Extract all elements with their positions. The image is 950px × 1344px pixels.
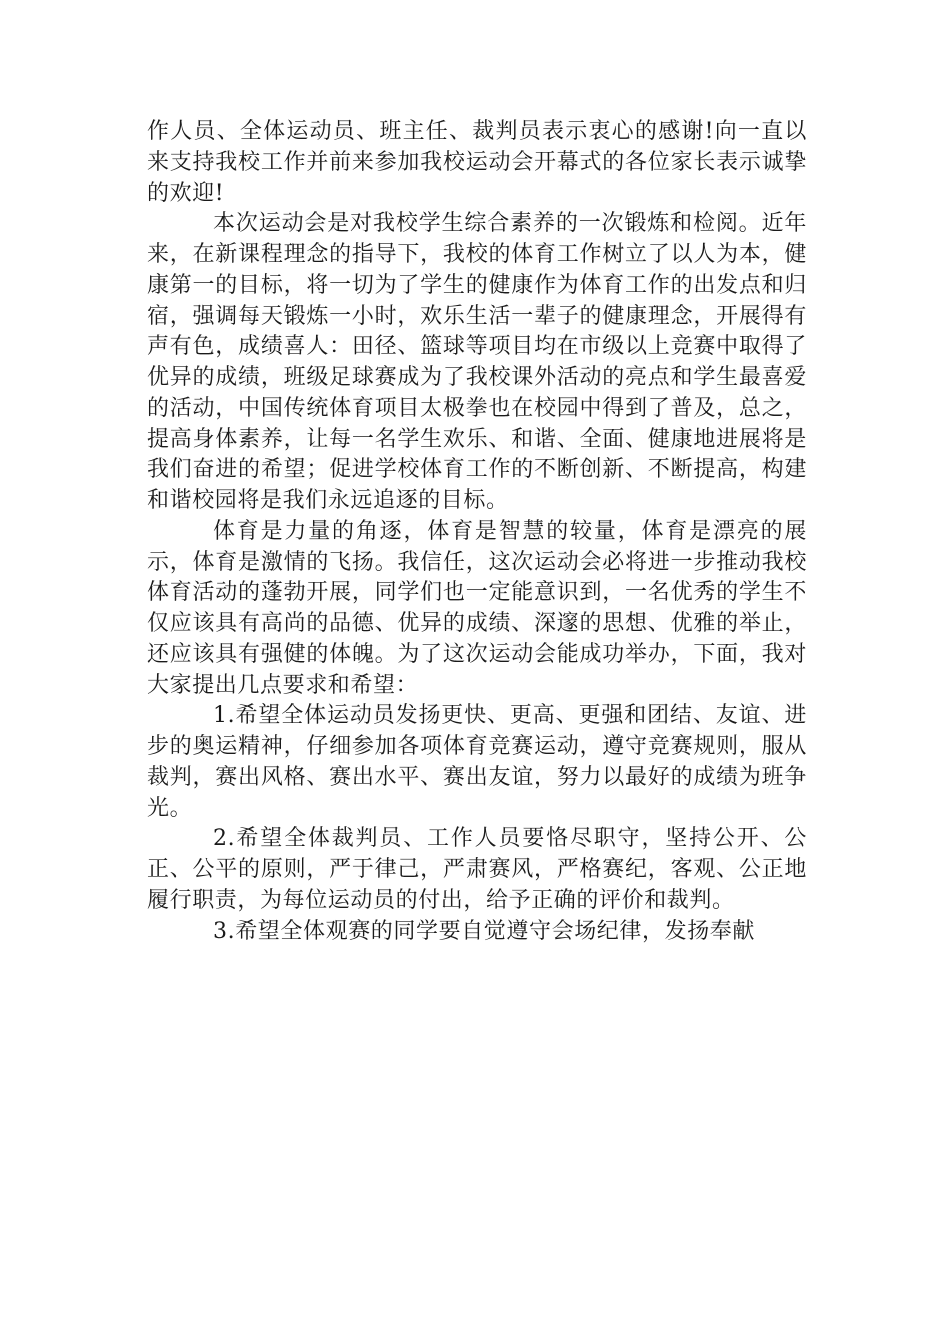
paragraph-5: 2.希望全体裁判员、工作人员要恪尽职守，坚持公开、公正、公平的原则，严于律己，严肃赛风，严格赛纪，客观、公正地履行职责，为每位运动员的付出，给予正确的评价和裁判。 <box>147 826 807 913</box>
paragraph-1: 作人员、全体运动员、班主任、裁判员表示衷心的感谢!向一直以来支持我校工作并前来参加我校运动会开幕式的各位家长表示诚挚的欢迎! <box>147 119 807 206</box>
document-body <box>147 117 807 947</box>
paragraph-4: 1.希望全体运动员发扬更快、更高、更强和团结、友谊、进步的奥运精神，仔细参加各项体育竞赛运动，遵守竞赛规则，服从裁判，赛出风格、赛出水平、赛出友谊，努力以最好的成绩为班争光。 <box>147 703 807 821</box>
paragraph-6: 3.希望全体观赛的同学要自觉遵守会场纪律，发扬奉献 <box>213 918 755 944</box>
paragraph-3: 体育是力量的角逐，体育是智慧的较量，体育是漂亮的展示，体育是激情的飞扬。我信任，这次运动会必将进一步推动我校体育活动的蓬勃开展，同学们也一定能意识到，一名优秀的学生不仅应该具有高尚的品德、优异的成绩、深邃的思想、优雅的举止，还应该具有强健的体魄。为了这次运动会能成功举办，下面，我对大家提出几点要求和希望： <box>147 518 807 698</box>
paragraph-2: 本次运动会是对我校学生综合素养的一次锻炼和检阅。近年来，在新课程理念的指导下，我校的体育工作树立了以人为本，健康第一的目标，将一切为了学生的健康作为体育工作的出发点和归宿，强调每天锻炼一小时，欢乐生活一辈子的健康理念，开展得有声有色，成绩喜人：田径、篮球等项目均在市级以上竞赛中取得了优异的成绩，班级足球赛成为了我校课外活动的亮点和学生最喜爱的活动，中国传统体育项目太极拳也在校园中得到了普及，总之，提高身体素养，让每一名学生欢乐、和谐、全面、健康地进展将是我们奋进的希望；促进学校体育工作的不断创新、不断提高，构建和谐校园将是我们永远追逐的目标。 <box>147 211 807 513</box>
